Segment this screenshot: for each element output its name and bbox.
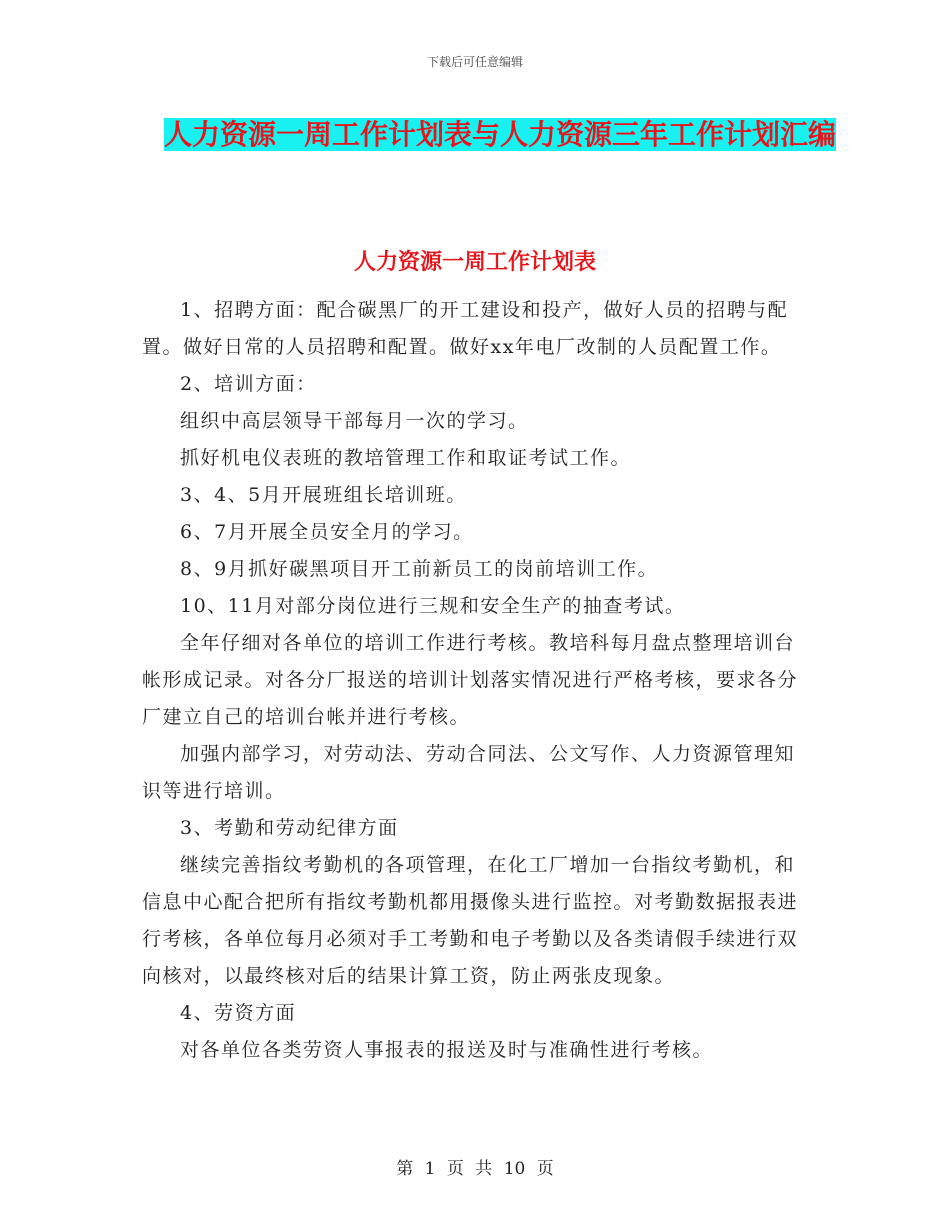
paragraph: 继续完善指纹考勤机的各项管理，在化工厂增加一台指纹考勤机，和信息中心配合把所有指纹考勤机都用摄像头进行监控。对考勤数据报表进行考核，各单位每月必须对手工考勤和电子考勤以及各类请假手续进行双向核对，以最终核对后的结果计算工资，防止两张皮现象。 (142, 854, 799, 987)
paragraph: 全年仔细对各单位的培训工作进行考核。教培科每月盘点整理培训台帐形成记录。对各分厂报送的培训计划落实情况进行严格考核，要求各分厂建立自己的培训台帐并进行考核。 (142, 632, 799, 728)
document-title-text: 人力资源一周工作计划表与人力资源三年工作计划汇编 (163, 118, 836, 151)
section-title: 人力资源一周工作计划表 (353, 249, 596, 275)
page-number: 第 1 页 共 10 页 (396, 1159, 554, 1179)
paragraph: 3、考勤和劳动纪律方面 (180, 817, 399, 839)
document-title (140, 112, 860, 158)
header-note: 下载后可任意编辑 (426, 55, 523, 69)
paragraph: 8、9月抓好碳黑项目开工前新员工的岗前培训工作。 (180, 558, 659, 580)
paragraph: 对各单位各类劳资人事报表的报送及时与准确性进行考核。 (180, 1039, 714, 1061)
paragraph: 加强内部学习，对劳动法、劳动合同法、公文写作、人力资源管理知识等进行培训。 (142, 743, 796, 802)
paragraph: 抓好机电仪表班的教培管理工作和取证考试工作。 (180, 447, 632, 469)
paragraph: 1、招聘方面：配合碳黑厂的开工建设和投产，做好人员的招聘与配置。做好日常的人员招聘和配置。做好xx年电厂改制的人员配置工作。 (142, 299, 789, 358)
paragraph: 6、7月开展全员安全月的学习。 (180, 521, 474, 543)
paragraph: 2、培训方面： (180, 373, 317, 395)
paragraph: 3、4、5月开展班组长培训班。 (180, 484, 467, 506)
paragraph: 10、11月对部分岗位进行三规和安全生产的抽查考试。 (180, 595, 686, 617)
document-body (142, 292, 810, 1069)
paragraph: 组织中高层领导干部每月一次的学习。 (180, 410, 529, 432)
paragraph: 4、劳资方面 (180, 1002, 297, 1024)
